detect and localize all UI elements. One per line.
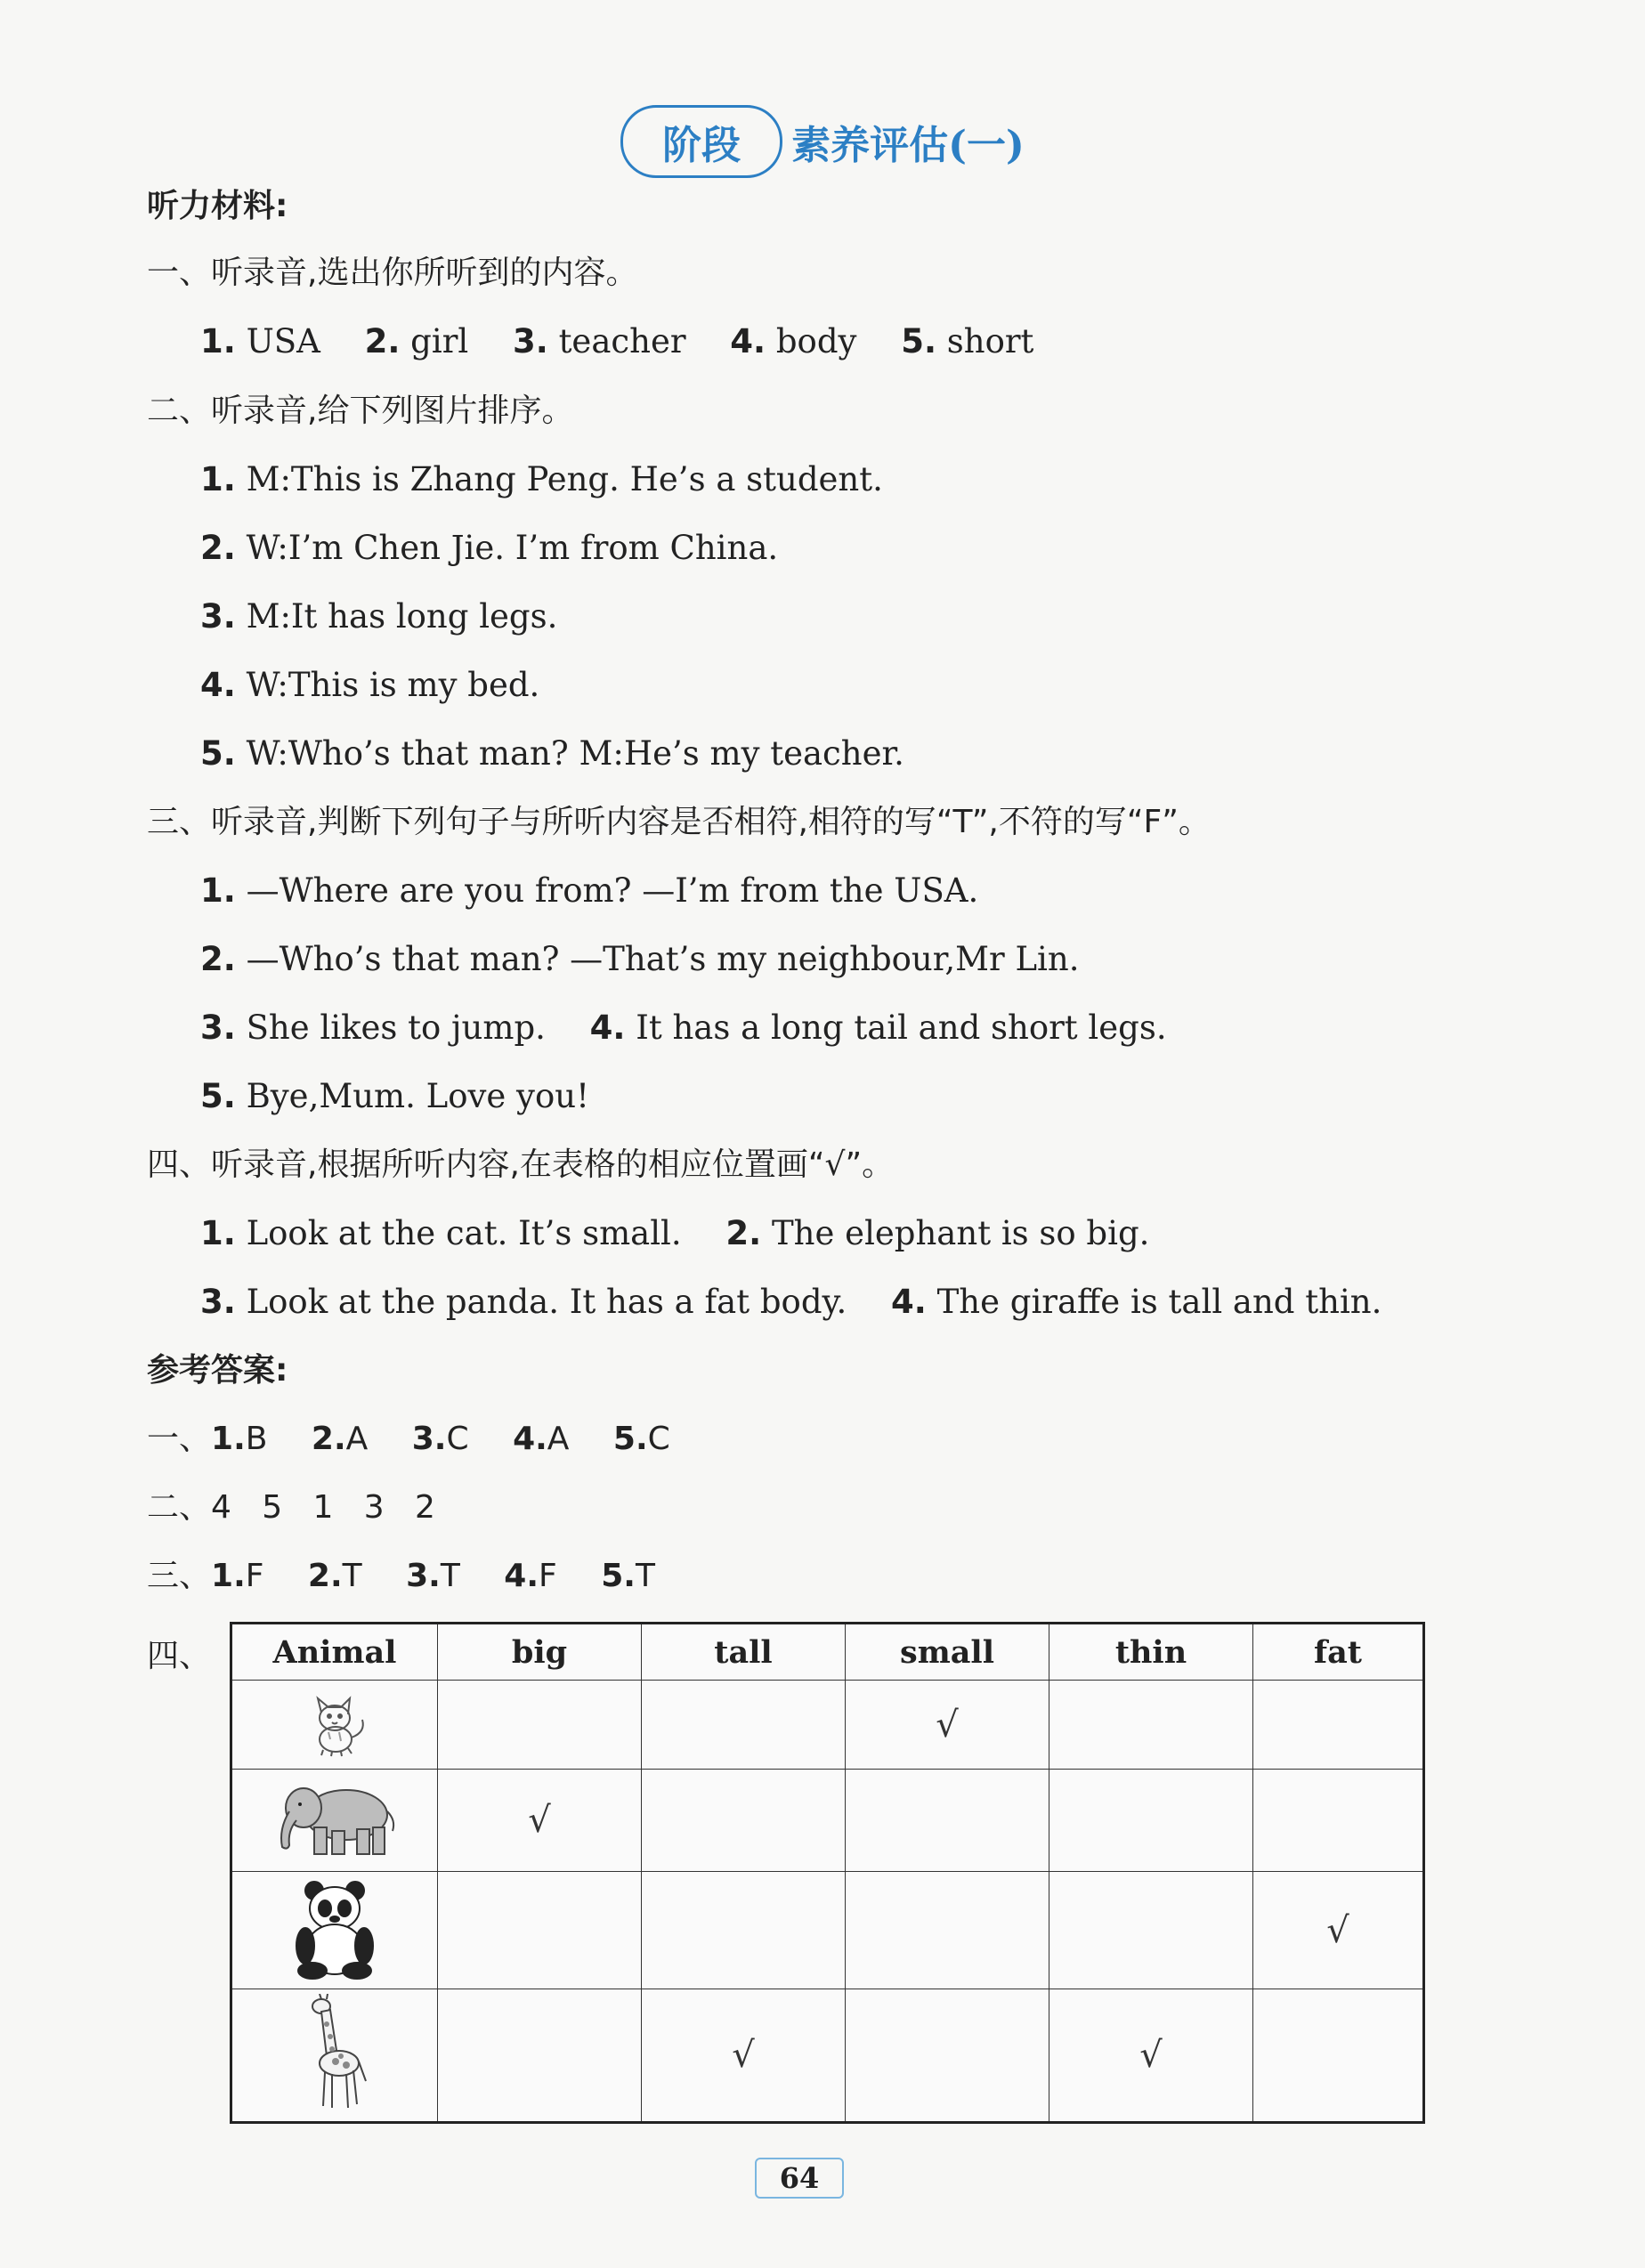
mark-cell <box>846 1989 1049 2123</box>
mark-cell <box>438 1770 642 1872</box>
mark-cell <box>642 1770 846 1872</box>
animal-cell <box>231 1681 438 1770</box>
answer-part3: 三、1.F 2.T 3.T 4.F 5.T <box>147 1558 655 1594</box>
mark-cell <box>1049 1872 1253 1989</box>
header-animal: Animal <box>231 1624 438 1681</box>
header-thin: thin <box>1049 1624 1253 1681</box>
check-mark: √ <box>528 1800 551 1841</box>
animal-cell <box>231 1989 438 2123</box>
mark-cell <box>1253 1872 1424 1989</box>
answers-heading: 参考答案: <box>147 1352 288 1389</box>
mark-cell <box>438 1872 642 1989</box>
mark-cell <box>846 1770 1049 1872</box>
title-text: 素养评估(一) <box>791 123 1025 168</box>
part3-line-4: 5. Bye,Mum. Love you! <box>200 1077 589 1115</box>
mark-cell <box>1253 1681 1424 1770</box>
page-title <box>0 105 1645 178</box>
part1-items: 1. USA 2. girl 3. teacher 4. body 5. short <box>200 322 1034 360</box>
header-tall: tall <box>642 1624 846 1681</box>
mark-cell <box>1049 1770 1253 1872</box>
mark-cell <box>1253 1770 1424 1872</box>
table-row <box>231 1681 1424 1770</box>
answer-part1: 一、1.B 2.A 3.C 4.A 5.C <box>147 1421 670 1457</box>
table-row <box>231 1872 1424 1989</box>
part3-line-3: 3. She likes to jump. 4. It has a long tail and short legs. <box>200 1008 1167 1047</box>
check-mark: √ <box>1326 1909 1349 1951</box>
check-mark: √ <box>732 2035 755 2076</box>
part3-line-2: 2. —Who’s that man? —That’s my neighbour,Mr Lin. <box>200 940 1080 978</box>
part2-line-2: 2. W:I’m Chen Jie. I’m from China. <box>200 529 779 567</box>
header-small: small <box>846 1624 1049 1681</box>
part2-line-3: 3. M:It has long legs. <box>200 597 558 636</box>
cat-icon <box>295 1688 375 1759</box>
mark-cell <box>846 1872 1049 1989</box>
mark-cell <box>1049 1681 1253 1770</box>
table-row <box>231 1770 1424 1872</box>
elephant-icon <box>268 1776 401 1861</box>
table-row <box>231 1989 1424 2123</box>
part2-instruction: 二、听录音,给下列图片排序。 <box>147 393 574 429</box>
header-big: big <box>438 1624 642 1681</box>
answer-table <box>230 1622 1425 2124</box>
listening-heading: 听力材料: <box>147 188 288 224</box>
mark-cell <box>1049 1989 1253 2123</box>
mark-cell <box>642 1872 846 1989</box>
mark-cell <box>438 1681 642 1770</box>
mark-cell <box>642 1989 846 2123</box>
animal-cell <box>231 1770 438 1872</box>
title-badge: 阶段 <box>620 105 782 178</box>
part3-instruction: 三、听录音,判断下列句子与所听内容是否相符,相符的写“T”,不符的写“F”。 <box>147 804 1211 840</box>
part2-line-5: 5. W:Who’s that man? M:He’s my teacher. <box>200 734 904 773</box>
part2-line-4: 4. W:This is my bed. <box>200 666 540 704</box>
mark-cell <box>642 1681 846 1770</box>
mark-cell <box>846 1681 1049 1770</box>
answer-part2: 二、4 5 1 3 2 <box>147 1489 435 1526</box>
mark-cell <box>438 1989 642 2123</box>
part4-instruction: 四、听录音,根据所听内容,在表格的相应位置画“√”。 <box>147 1146 895 1183</box>
answer-part4-label: 四、 <box>147 1638 212 1674</box>
animal-cell <box>231 1872 438 1989</box>
part4-line-1: 1. Look at the cat. It’s small. 2. The elephant is so big. <box>200 1214 1150 1252</box>
header-fat: fat <box>1253 1624 1424 1681</box>
table-header-row <box>231 1624 1424 1681</box>
page-number: 64 <box>755 2158 844 2199</box>
part1-instruction: 一、听录音,选出你所听到的内容。 <box>147 255 638 291</box>
part2-line-1: 1. M:This is Zhang Peng. He’s a student. <box>200 460 883 498</box>
part3-line-1: 1. —Where are you from? —I’m from the USA. <box>200 871 979 910</box>
mark-cell <box>1253 1989 1424 2123</box>
check-mark: √ <box>936 1704 959 1746</box>
part4-line-2: 3. Look at the panda. It has a fat body. 4. The giraffe is tall and thin. <box>200 1283 1382 1321</box>
giraffe-icon <box>295 1994 375 2113</box>
panda-icon <box>286 1876 384 1981</box>
check-mark: √ <box>1139 2035 1163 2076</box>
